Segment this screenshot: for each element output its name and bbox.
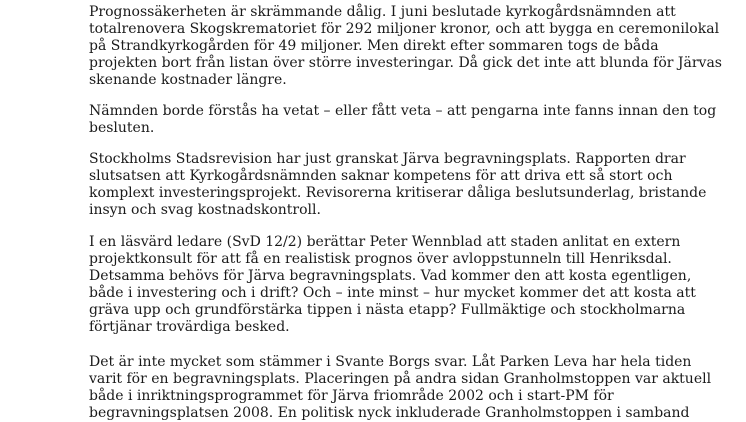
text-line: komplext investeringsprojekt. Revisorerna kritiserar dåliga beslutsunderlag, bristande: [89, 185, 707, 202]
text-line: projektkonsult för att få en realistisk prognos över avloppstunneln till Henriksdal.: [89, 251, 672, 268]
text-line: skenande kostnader längre.: [89, 72, 287, 89]
text-line: Detsamma behövs för Järva begravningsplats. Vad kommer den att kosta egentligen,: [89, 268, 692, 285]
text-line: Stockholms Stadsrevision har just granskat Järva begravningsplats. Rapporten drar: [89, 151, 686, 167]
text-line: begravningsplatsen 2008. En politisk nyck inkluderade Granholmstoppen i samband: [89, 405, 690, 422]
text-line: totalrenovera Skogskrematoriet för 292 miljoner kronor, och att bygga en ceremonilokal: [89, 21, 720, 38]
text-line: Prognossäkerheten är skrämmande dålig. I juni beslutade kyrkogårdsnämnden att: [89, 4, 676, 20]
paragraph-4: [89, 234, 696, 337]
text-line: Det är inte mycket som stämmer i Svante Borgs svar. Låt Parken Leva har hela tiden: [89, 354, 692, 370]
text-line: Nämnden borde förstås ha vetat – eller fått veta – att pengarna inte fanns innan den tog: [89, 103, 717, 119]
paragraph-3: [89, 151, 706, 219]
text-line: varit för en begravningsplats. Placeringen på andra sidan Granholmstoppen var aktuell: [89, 371, 712, 388]
text-line: både i investering och i drift? Och – inte minst – hur mycket kommer det att kosta att: [89, 285, 696, 302]
text-line: gräva upp och grundförstärka tippen i nästa etapp? Fullmäktige och stockholmarna: [89, 302, 686, 319]
text-line: slutsatsen att Kyrkogårdsnämnden saknar kompetens för att driva ett så stort och: [89, 168, 673, 185]
text-line: förtjänar trovärdiga besked.: [89, 319, 290, 336]
text-line: I en läsvärd ledare (SvD 12/2) berättar Peter Wennblad att staden anlitat en extern: [89, 234, 681, 250]
paragraph-5: [89, 354, 711, 422]
text-line: besluten.: [89, 120, 155, 137]
text-line: både i inriktningsprogrammet för Järva friområde 2002 och i start-PM för: [89, 388, 614, 405]
paragraph-1: [89, 4, 722, 89]
text-line: insyn och svag kostnadskontroll.: [89, 202, 321, 219]
paragraph-2: [89, 103, 716, 137]
text-line: på Strandkyrkogården för 49 miljoner. Men direkt efter sommaren togs de båda: [89, 38, 659, 55]
text-line: projekten bort från listan över större investeringar. Då gick det inte att blunda för Järvas: [89, 55, 722, 72]
